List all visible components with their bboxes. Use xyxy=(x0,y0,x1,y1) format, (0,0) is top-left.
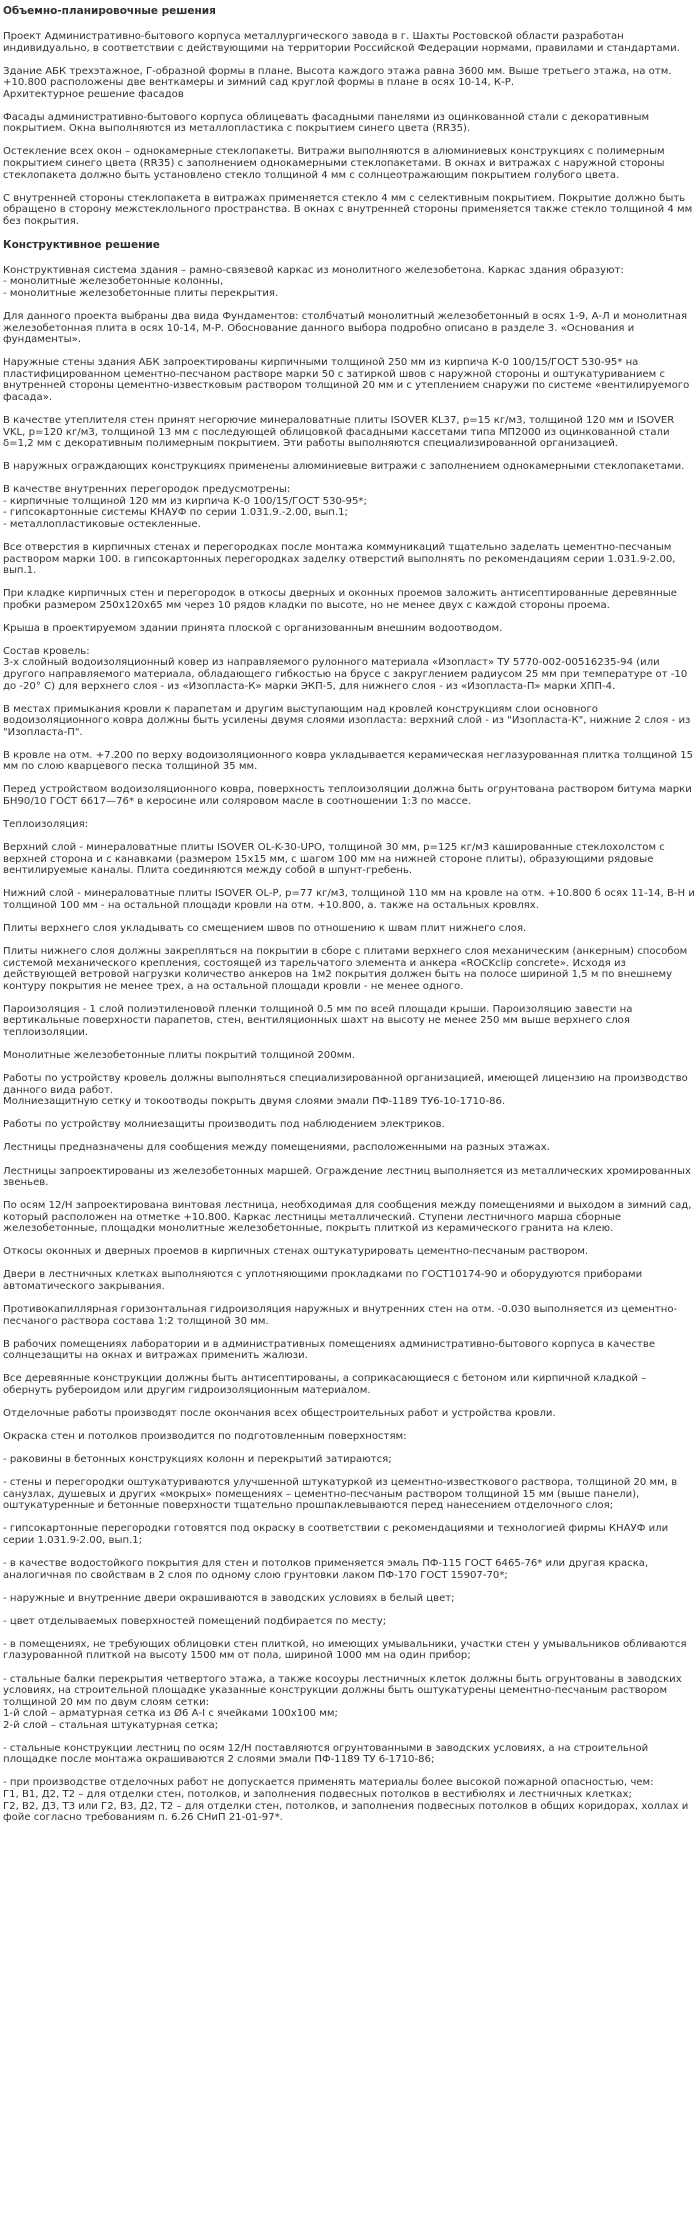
paragraph: Лестницы запроектированы из железобетонных маршей. Ограждение лестниц выполняется из металлических хромированных звеньев. xyxy=(3,1165,691,1189)
paragraph: При кладке кирпичных стен и перегородок в откосы дверных и оконных проемов заложить антисептированные деревянные пробки размером 250х120х65 мм через 10 рядов кладки по высоте, но не менее двух с каждой стороны проема. xyxy=(3,588,677,611)
paragraph: Перед устройством водоизоляционного ковра, поверхность теплоизоляции должна быть огрунтована раствором битума марки БН90/10 ГОСТ 6617—76* в керосине или соляровом масле в соотношении 1:3 по массе. xyxy=(3,784,692,807)
paragraph: Крыша в проектируемом здании принята плоской с организованным внешним водоотводом. xyxy=(3,622,503,634)
paragraph: - наружные и внутренние двери окрашиваются в заводских условиях в белый цвет; xyxy=(3,1592,455,1604)
paragraph: Монолитные железобетонные плиты покрытий толщиной 200мм. xyxy=(3,1050,356,1062)
paragraph: - гипсокартонные перегородки готовятся под окраску в соответствии с рекомендациями и технологией фирмы КНАУФ или серии 1.031.9-2.00, вып.1; xyxy=(3,1523,669,1546)
paragraph: В местах примыкания кровли к парапетам и другим выступающим над кровлей конструкциям слои основного водоизоляционного ковра должны быть усилены двумя слоями изопласта: верхний слой - из "Изопласта-К", нижние 2 слоя - из "Изопласта-П". xyxy=(3,703,691,738)
paragraph: - раковины в бетонных конструкциях колонн и перекрытий затираются; xyxy=(3,1454,392,1466)
section-heading: Конструктивное решение xyxy=(3,238,160,251)
paragraph: Верхний слой - минераловатные плиты ISOVER OL-K-30-UPO, толщиной 30 мм, p=125 кг/м3 кашированные стеклохолстом с верхней сторона и с канавками (размером 15х15 мм, с шагом 100 мм на нижней стороне плиты), образующими рядовые вентилируемые каналы. Плита соединяются между собой в шпунт-гребень. xyxy=(3,842,665,877)
paragraph: - стальные балки перекрытия четвертого этажа, а также косоуры лестничных клеток должны быть огрунтованы в заводских условиях, на строительной площадке указанные конструкции должны быть оштукатурены цементно-песчаным раствором толщиной 20 мм по двум слоям сетки: 1-й слой – арматурная сетка из Ø6 А-I с ячейками 100х100 мм; 2-й слой – стальная штукатурная сетка; xyxy=(3,1673,682,1731)
paragraph: - стальные конструкции лестниц по осям 12/Н поставляются огрунтованными в заводских условиях, а на строительной площадке после монтажа окрашиваются 2 слоями эмали ПФ-1189 ТУ 6-1710-86; xyxy=(3,1742,649,1766)
paragraph: Для данного проекта выбраны два вида Фундаментов: столбчатый монолитный железобетонный в осях 1-9, А-Л и монолитная железобетонная плита в осях 10-14, М-Р. Обоснование данного выбора подробно описано в разделе 3. «Основания и фундаменты». xyxy=(3,311,688,346)
paragraph: - цвет отделываемых поверхностей помещений подбирается по месту; xyxy=(3,1615,387,1627)
paragraph: Лестницы предназначены для сообщения между помещениями, расположенными на разных этажах. xyxy=(3,1142,550,1154)
paragraph: Наружные стены здания АБК запроектированы кирпичными толщиной 250 мм из кирпича К-0 100/15/ГОСТ 530-95* на пластифицированном цементно-песчаном растворе марки 50 с затиркой швов с наружной стороны и оштукатуриванием с внутренней стороны цементно-известковым раствором толщиной 20 мм и с утеплением снаружи по системе «вентилируемого фасада». xyxy=(3,357,690,403)
paragraph: - в качестве водостойкого покрытия для стен и потолков применяется эмаль ПФ-115 ГОСТ 6465-76* или другая краска, аналогичная по свойствам в 2 слоя по одному слою грунтовки лаком ПФ-170 ГОСТ 15907-70*; xyxy=(3,1558,649,1581)
paragraph: Нижний слой - минераловатные плиты ISOVER OL-P, p=77 кг/м3, толщиной 110 мм на кровле на отм. +10.800 б осях 11-14, В-Н и толщиной 100 мм - на остальной площади кровли на отм. +10.800, а. также на остальных кровлях. xyxy=(3,888,695,911)
paragraph: Теплоизоляция: xyxy=(3,819,89,831)
paragraph: Плиты верхнего слоя укладывать со смещением швов по отношению к швам плит нижнего слоя. xyxy=(3,923,527,935)
paragraph: По осям 12/Н запроектирована винтовая лестница, необходимая для сообщения между помещениями и выходом в зимний сад, который расположен на отметке +10.800. Каркас лестницы металлический. Ступени лестничного марша сборные железобетонные, площадки монолитные железобетонные, покрыть плиткой из керамического гранита на клею. xyxy=(3,1200,692,1235)
paragraph: Окраска стен и потолков производится по подготовленным поверхностям: xyxy=(3,1431,407,1443)
paragraph: С внутренней стороны стеклопакета в витражах применяется стекло 4 мм с селективным покрытием. Покрытие должно быть обращено в сторону межстеклольного пространства. В окнах с внутренней стороны применяется также стекло толщиной 4 мм без покрытия. xyxy=(3,192,693,227)
paragraph: Противокапиллярная горизонтальная гидроизоляция наружных и внутренних стен на отм. -0.030 выполняется из цементно-песчаного раствора состава 1:2 толщиной 30 мм. xyxy=(3,1304,678,1327)
paragraph: - стены и перегородки оштукатуриваются улучшенной штукатуркой из цементно-известкового раствора, толщиной 20 мм, в санузлах, душевых и других «мокрых» помещениях – цементно-песчаным раствором толщиной 15 мм (выше панели), оштукатуренные и бетонные поверхности тщательно прошпаклевываются перед нанесением отделочного слоя; xyxy=(3,1477,678,1512)
paragraph: Отделочные работы производят после окончания всех общестроительных работ и устройства кровли. xyxy=(3,1407,556,1419)
paragraph: Работы по устройству кровель должны выполняться специализированной организацией, имеющей лицензию на производство данного вида работ. Молниезащитную сетку и токоотводы покрыть двумя слоями эмали ПФ-1189 ТУ6-10-1710-86. xyxy=(3,1073,688,1108)
paragraph: Все деревянные конструкции должны быть антисептированы, а соприкасающиеся с бетоном или кирпичной кладкой – обернуть рубероидом или другим гидроизоляционным материалом. xyxy=(3,1373,647,1396)
paragraph: В кровле на отм. +7.200 по верху водоизоляционного ковра укладывается керамическая неглазурованная плитка толщиной 15 мм по слою кварцевого песка толщиной 35 мм. xyxy=(3,749,694,773)
paragraph: Двери в лестничных клетках выполняются с уплотняющими прокладками по ГОСТ10174-90 и оборудуются приборами автоматического закрывания. xyxy=(3,1269,643,1292)
paragraph: Все отверстия в кирпичных стенах и перегородках после монтажа коммуникаций тщательно заделать цементно-песчаным раствором марки 100. в гипсокартонных перегородках заделку отверстий выполнять по рекомендациям серии 1.031.9-2.00, вып.1. xyxy=(3,541,676,577)
paragraph: - в помещениях, не требующих облицовки стен плиткой, но имеющих умывальники, участки стен у умывальников обливаются глазурованной плиткой на высоту 1500 мм от пола, шириной 1000 мм на один прибор; xyxy=(3,1638,687,1662)
section-heading: Объемно-планировочные решения xyxy=(3,5,216,17)
paragraph: - при производстве отделочных работ не допускается применять материалы более высокой пожарной опасностью, чем: Г1, В1, Д2, Т2 – для отделки стен, потолков, и заполнения подвесных потолков в вестибюлях и лестничных клетках; Г2, В2, Д3, Т3 или Г2, В3, Д2, Т2 – для отделки стен, потолков, и заполнения подвесных потолков в общих коридорах, холлах и фойе согласно требованиям п. 6.26 СНиП 21-01-97*. xyxy=(3,1777,689,1824)
paragraph: Остекление всех окон – однокамерные стеклопакеты. Витражи выполняются в алюминиевых конструкциях с полимерным покрытием синего цвета (RR35) с заполнением однокамерными стеклопакетами. В окнах и витражах с наружной стороны стеклопакета должно быть установлено стекло толщиной 4 мм с солнцеотражающим покрытием голубого цвета. xyxy=(3,146,665,181)
paragraph: Пароизоляция - 1 слой полиэтиленовой пленки толщиной 0.5 мм по всей площади крыши. Пароизоляцию завести на вертикальные поверхности парапетов, стен, вентиляционных шахт на высоту не менее 250 мм выше верхнего слоя теплоизоляции. xyxy=(3,1003,633,1038)
paragraph: В рабочих помещениях лаборатории и в административных помещениях административно-бытового корпуса в качестве солнцезащиты на окнах и витражах применить жалюзи. xyxy=(3,1338,656,1362)
paragraph: В качестве внутренних перегородок предусмотрены: - кирпичные толщиной 120 мм из кирпича К-0 100/15/ГОСТ 530-95*; - гипсокартонные системы КНАУФ по серии 1.031.9.-2.00, вып.1; - металлопластиковые остекленные. xyxy=(3,484,367,530)
paragraph: Проект Административно-бытового корпуса металлургического завода в г. Шахты Ростовской области разработан индивидуально, в соответствии с действующими на территории Российской Федерации нормами, правилами и стандартами. xyxy=(3,31,680,54)
paragraph: В наружных ограждающих конструкциях применены алюминиевые витражи с заполнением однокамерными стеклопакетами. xyxy=(3,461,685,473)
paragraph: Плиты нижнего слоя должны закрепляться на покрытии в сборе с плитами верхнего слоя механическим (анкерным) способом системой механического крепления, состоящей из тарельчатого элемента и анкера «ROCKclip concrete». Исходя из действующей ветровой нагрузки количество анкеров на 1м2 покрытия должен быть на полосе шириной 1,5 м по внешнему контуру покрытия не менее трех, а на остальной площади кровли - не менее одного. xyxy=(3,946,688,992)
paragraph: В качестве утеплителя стен принят негорючие минераловатные плиты ISOVER KL37, p=15 кг/м3, толщиной 120 мм и ISOVER VKL, p=120 кг/м3, толщиной 13 мм с последующей облицовкой фасадными кассетами типа МП2000 из оцинкованной стали δ=1,2 мм с декоративным полимерным покрытием. Эти работы выполняются специализированной организацией. xyxy=(3,414,675,450)
paragraph: Работы по устройству молниезащиты производить под наблюдением электриков. xyxy=(3,1119,445,1131)
paragraph: Конструктивная система здания – рамно-связевой каркас из монолитного железобетона. Каркас здания образуют: - монолитные железобетонные колонны, - монолитные железобетонные плиты перекрытия. xyxy=(3,264,624,299)
paragraph: Состав кровель: 3-х слойный водоизоляционный ковер из направляемого рулонного материала «Изопласт» ТУ 5770-002-00516235-94 (или другого направляемого материала, обладающего гибкостью на брусе с закруглением радиусом 25 мм при температуре от -10 до -20° С) для верхнего слоя - из «Изопласта-К» марки ЭКП-5, для нижнего слоя - из «Изопласта-П» марки ХПП-4. xyxy=(3,645,688,692)
paragraph: Фасады административно-бытового корпуса облицевать фасадными панелями из оцинкованной стали с декоративным покрытием. Окна выполняются из металлопластика с покрытием синего цвета (RR35). xyxy=(3,111,650,135)
paragraph: Здание АБК трехэтажное, Г-образной формы в плане. Высота каждого этажа равна 3600 мм. Выше третьего этажа, на отм. +10.800 расположены две венткамеры и зимний сад круглой формы в плане в осях 10-14, К-Р. Архитектурное решение фасадов xyxy=(3,65,672,100)
paragraph: Откосы оконных и дверных проемов в кирпичных стенах оштукатурировать цементно-песчаным раствором. xyxy=(3,1246,589,1258)
